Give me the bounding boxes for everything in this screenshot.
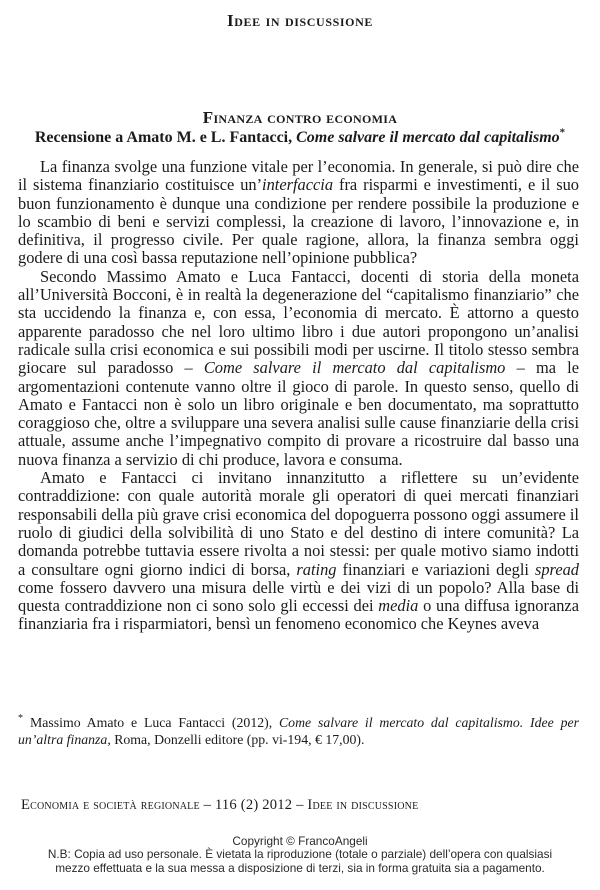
copyright-note-line: N.B: Copia ad uso personale. È vietata la riproduzione (totale o parziale) dell’opera con qualsiasi [47, 847, 553, 862]
copyright-notice [0, 835, 600, 875]
article-body [18, 158, 579, 634]
body-paragraph: Secondo Massimo Amato e Luca Fantacci, docenti di storia della moneta all’Università Bocconi, è in realtà la degenerazione del “capitalismo finanziario” che sta uccidendo la finanza e, con essa, l’economia di mercato. È attorno a questo apparente paradosso che nel loro ultimo libro i due autori propongono un’analisi radicale sulla crisi economica e sui possibili modi per uscirne. Il titolo stesso sembra giocare sul paradosso – Come salvare il mercato dal capitalismo – ma le argomentazioni contenute vanno oltre il gioco di parole. In questo senso, quello di Amato e Fantacci non è solo un libro originale e ben documentato, ma soprattutto coraggioso che, oltre a sviluppare una severa analisi sulle cause finanziarie della crisi attuale, assume anche l’impegnativo compito di provare a ricostruire dal basso una nuova finanza a servizio di chi produce, lavora e consuma. [18, 266, 580, 469]
footnote: * Massimo Amato e Luca Fantacci (2012), Come salvare il mercato dal capitalismo. Idee per un’altra finanza, Roma, Donzelli editore (pp. vi-194, € 17,00). [18, 713, 579, 747]
journal-footer-line: Economia e società regionale – 116 (2) 2012 – Idee in discussione [21, 797, 419, 813]
article-title: Finanza contro economia [202, 108, 398, 127]
copyright-line: Copyright © FrancoAngeli [232, 834, 368, 848]
running-head: Idee in discussione [227, 11, 373, 30]
body-paragraph: Amato e Fantacci ci invitano innanzitutto a riflettere su un’evidente contraddizione: con quale autorità morale gli operatori di quei mercati finanziari responsabili della più grave crisi economica del dopoguerra possono oggi assumere il ruolo di giudici della solvibilità di uno Stato e del destino di intere comunità? La domanda potrebbe tuttavia essere rivolta a noi stessi: per quale motivo siamo indotti a consultare ogni giorno indici di borsa, rating finanziari e variazioni degli spread come fossero davvero una misura delle virtù e dei vizi di un popolo? Alla base di questa contraddizione non ci sono solo gli eccessi dei media o una diffusa ignoranza finanziaria fra i risparmiatori, bensì un fenomeno economico che Keynes aveva [18, 468, 579, 634]
body-paragraph: La finanza svolge una funzione vitale per l’economia. In generale, si può dire che il sistema finanziario costituisce un’interfaccia fra risparmi e investimenti, e il suo buon funzionamento è dunque una condizione per rendere possibile la produzione e lo scambio di beni e servizi complessi, la creazione di lavoro, l’innovazione e, in definitiva, il progresso civile. Per quale ragione, allora, la finanza sembra oggi godere di una così bassa reputazione nell’opinione pubblica? [18, 157, 579, 268]
article-heading [0, 109, 600, 147]
article-subtitle: Recensione a Amato M. e L. Fantacci, Come salvare il mercato dal capitalismo* [34, 126, 566, 146]
copyright-note-line: mezzo effettuata e la sua messa a disposizione di terzi, sia in forma gratuita sia a pagamento. [55, 860, 545, 875]
